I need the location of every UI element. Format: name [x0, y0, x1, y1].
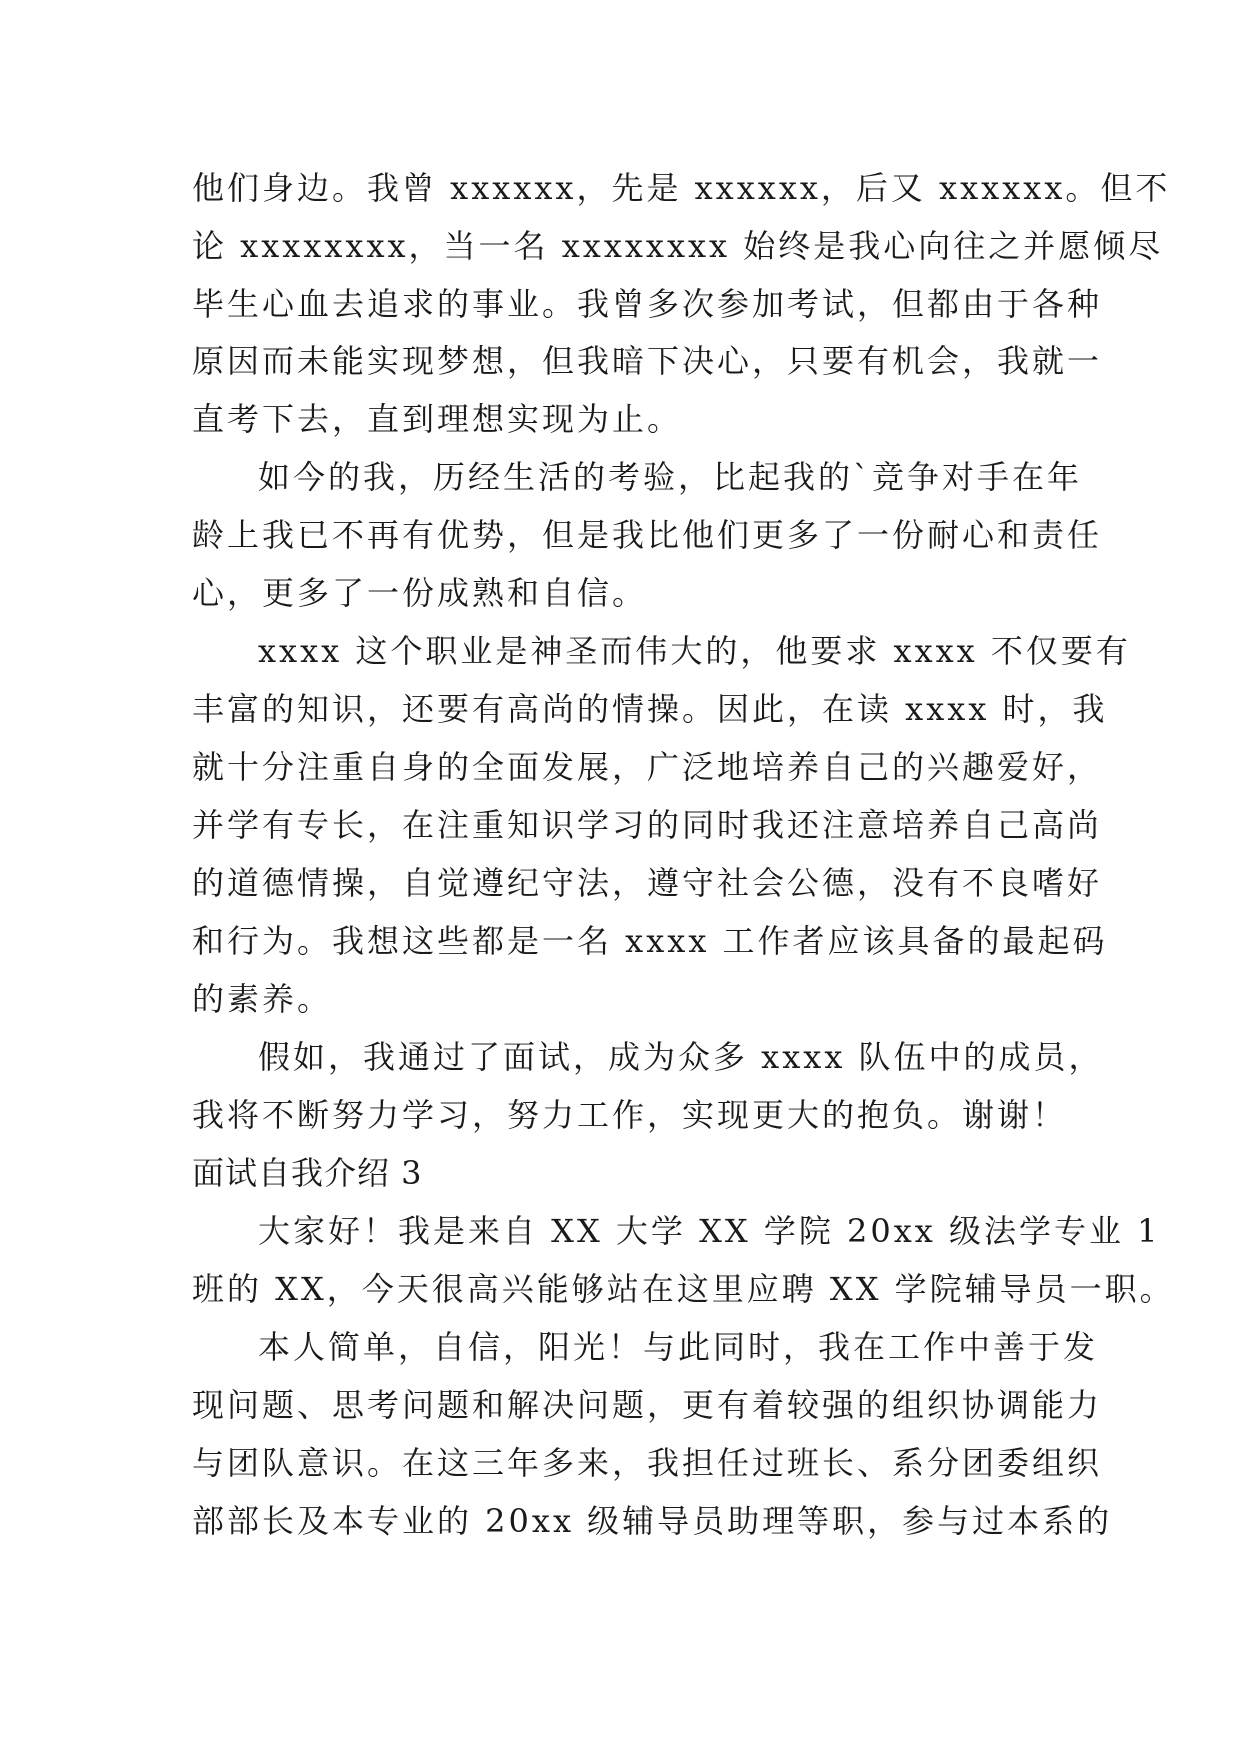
text-line: 丰富的知识，还要有高尚的情操。因此，在读 xxxx 时，我	[192, 690, 1108, 728]
paragraph-start-line: 如今的我，历经生活的考验，比起我的`竞争对手在年	[258, 458, 1083, 496]
text-line: 就十分注重自身的全面发展，广泛地培养自己的兴趣爱好，	[192, 748, 1103, 786]
text-line: 毕生心血去追求的事业。我曾多次参加考试，但都由于各种	[192, 285, 1103, 323]
text-line: 的素养。	[192, 980, 333, 1018]
paragraph-start-line: 本人简单，自信，阳光！与此同时，我在工作中善于发	[258, 1328, 1099, 1366]
section-heading: 面试自我介绍 3	[192, 1154, 423, 1192]
text-line: 与团队意识。在这三年多来，我担任过班长、系分团委组织	[192, 1444, 1103, 1482]
text-line: 部部长及本专业的 20xx 级辅导员助理等职，参与过本系的	[192, 1502, 1113, 1540]
text-line: 龄上我已不再有优势，但是我比他们更多了一份耐心和责任	[192, 516, 1103, 554]
text-line: 心，更多了一份成熟和自信。	[192, 574, 648, 612]
paragraph-start-line: 假如，我通过了面试，成为众多 xxxx 队伍中的成员，	[258, 1038, 1104, 1076]
text-line: 直考下去，直到理想实现为止。	[192, 400, 683, 438]
text-line: 和行为。我想这些都是一名 xxxx 工作者应该具备的最起码	[192, 922, 1108, 960]
paragraph-start-line: xxxx 这个职业是神圣而伟大的，他要求 xxxx 不仅要有	[258, 632, 1131, 670]
text-line: 我将不断努力学习，努力工作，实现更大的抱负。谢谢！	[192, 1096, 1068, 1134]
text-line: 现问题、思考问题和解决问题，更有着较强的组织协调能力	[192, 1386, 1103, 1424]
text-line: 论 xxxxxxxx，当一名 xxxxxxxx 始终是我心向往之并愿倾尽	[192, 227, 1164, 265]
text-line: 班的 XX，今天很高兴能够站在这里应聘 XX 学院辅导员一职。	[192, 1270, 1175, 1308]
paragraph-start-line: 大家好！我是来自 XX 大学 XX 学院 20xx 级法学专业 1	[258, 1212, 1161, 1250]
text-line: 的道德情操，自觉遵纪守法，遵守社会公德，没有不良嗜好	[192, 864, 1103, 902]
text-line: 他们身边。我曾 xxxxxx，先是 xxxxxx，后又 xxxxxx。但不	[192, 169, 1171, 207]
text-line: 原因而未能实现梦想，但我暗下决心，只要有机会，我就一	[192, 342, 1103, 380]
text-line: 并学有专长，在注重知识学习的同时我还注意培养自己高尚	[192, 806, 1103, 844]
